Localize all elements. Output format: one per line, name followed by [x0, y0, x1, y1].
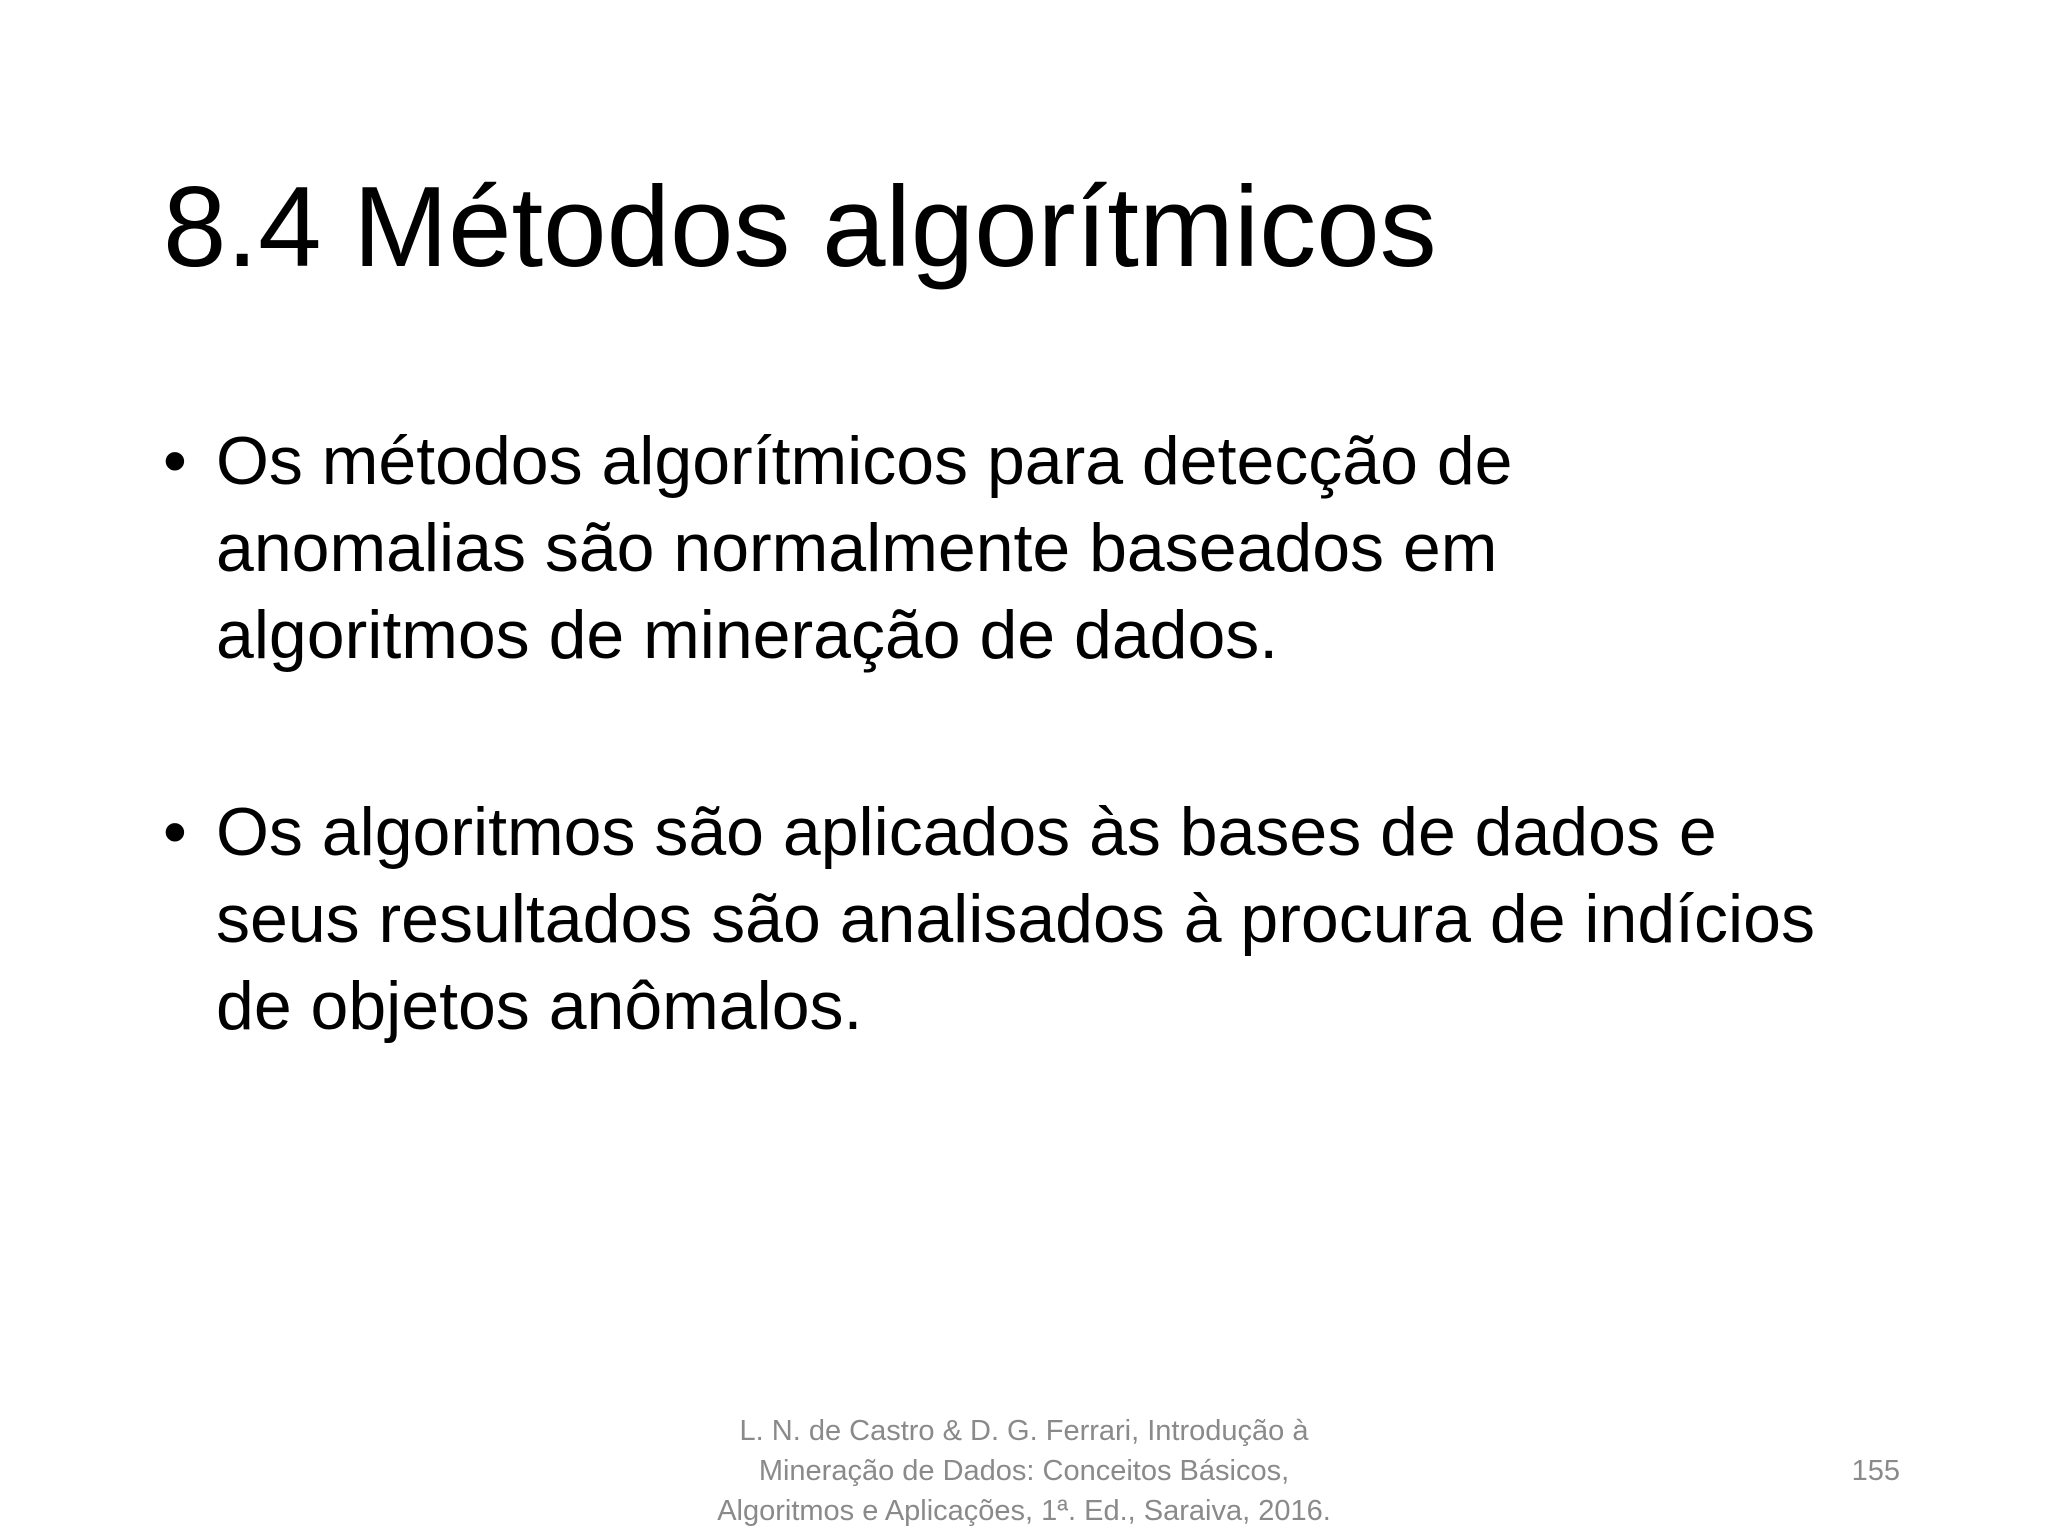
slide-title: 8.4 Métodos algorítmicos	[163, 164, 1437, 291]
bullet-text-line: seus resultados são analisados à procura de indícios	[216, 881, 1815, 957]
bullet-text-line: anomalias são normalmente baseados em	[216, 510, 1498, 586]
bullet-text-line: Os algoritmos são aplicados às bases de dados e	[216, 794, 1717, 870]
bullet-dot-icon: •	[163, 423, 187, 499]
bullet-item	[163, 418, 1923, 679]
footer-citation-line: Algoritmos e Aplicações, 1ª. Ed., Saraiva, 2016.	[717, 1495, 1331, 1527]
bullet-text-line: de objetos anômalos.	[216, 968, 863, 1044]
bullet-text-line: algoritmos de mineração de dados.	[216, 597, 1279, 673]
bullet-item	[163, 789, 1923, 1050]
footer-citation-line: L. N. de Castro & D. G. Ferrari, Introdução à	[739, 1415, 1309, 1447]
footer-citation	[600, 1411, 1448, 1531]
bullet-text-line: Os métodos algorítmicos para detecção de	[216, 423, 1513, 499]
page-number: 155	[1851, 1455, 1900, 1487]
bullet-dot-icon: •	[163, 794, 187, 870]
footer-citation-line: Mineração de Dados: Conceitos Básicos,	[758, 1455, 1290, 1487]
bullet-list	[163, 418, 1923, 1050]
